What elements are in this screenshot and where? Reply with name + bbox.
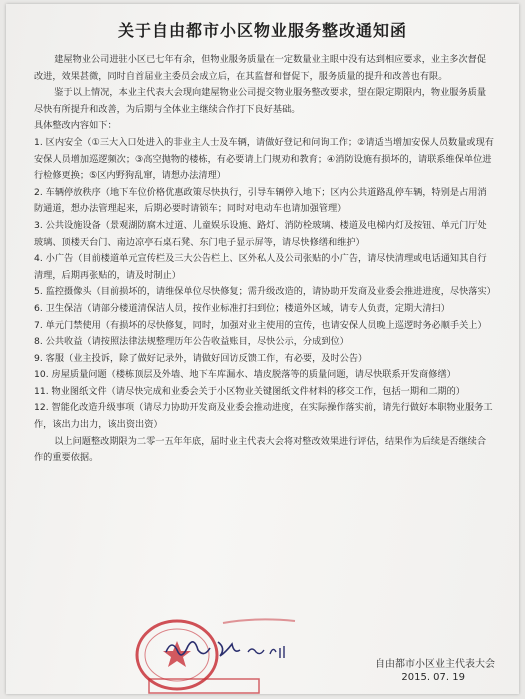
- body-paragraph: 鉴于以上情况，本业主代表大会现向建屋物业公司提交物业服务整改要求，望在限定期限内，物业服务质量尽快有所提升和改善，为后期与全体业主继续合作打下良好基础。: [34, 87, 487, 115]
- body-paragraph: 3. 公共设施设备（景观湖防腐木过道、儿童娱乐设施、路灯、消防栓玻璃、楼道及电梯内灯及按钮、单元门厅处玻璃、顶楼天台门、南边凉亭石桌石凳、东门电子显示屏等，请尽快修缮和维护）: [34, 219, 487, 248]
- body-paragraph: 1. 区内安全（①三大入口处进入的非业主人士及车辆，请做好登记和问询工作；②请适当增加安保人员数量或现有安保人员增加巡逻频次；③高空抛物的楼栋，有必要请上门规劝和教育；④消防设施有损坏的，请联系维保单位进行检修更换；⑤区内野狗乱窜，请想办法清理）: [34, 136, 494, 182]
- body-paragraph: 4. 小广告（目前楼道单元宣传栏及三大公告栏上、区外私人及公司张贴的小广告，请尽快清理或电话通知其自行清理，后期再张贴的，请及时制止）: [34, 253, 487, 281]
- body-paragraph: 建屋物业公司进驻小区已七年有余，但物业服务质量在一定数量业主眼中没有达到相应要求，业主多次督促改进，效果甚微，同时自首届业主委员会成立后，在其监督和督促下，服务质量的提升和改善也有限。: [34, 54, 487, 82]
- signature-organization: 自由都市小区业主代表大会: [375, 659, 495, 670]
- body-paragraph: 具体整改内容如下：: [34, 120, 117, 132]
- body-paragraph: 2. 车辆停放秩序（地下车位价格优惠政策尽快执行，引导车辆停入地下；区内公共道路乱停车辆，特别是占用消防通道，想办法管理起来，后期必要时请锁车；同时对电动车也请加强管理）: [34, 186, 487, 215]
- document-body: [34, 52, 494, 467]
- document-title: 关于自由都市小区物业服务整改通知函: [117, 21, 407, 40]
- body-paragraph: 以上问题整改期限为二零一五年年底，届时业主代表大会将对整改效果进行评估，结果作为后续是否继续合作的重要依据。: [34, 435, 487, 464]
- signature-date: 2015. 07. 19: [401, 672, 465, 683]
- body-paragraph: 10. 房屋质量问题（楼栋顶层及外墙、地下车库漏水、墙皮脱落等的质量问题，请尽快联系开发商修缮）: [34, 369, 456, 381]
- body-paragraph: 8. 公共收益（请按照法律法规整理历年公告收益账目，尽快公示，分成到位）: [34, 336, 349, 348]
- body-paragraph: 12. 智能化改造升级事项（请尽力协助开发商及业委会推动进度，在实际操作落实前，请先行做好本职物业服务工作，该出力出力，该出资出资）: [34, 402, 493, 431]
- notice-paper: [6, 4, 519, 694]
- body-paragraph: 5. 监控摄像头（目前损坏的，请维保单位尽快修复；需升级改造的，请协助开发商及业委会推进进度，尽快落实）: [34, 286, 496, 298]
- body-paragraph: 7. 单元门禁使用（有损坏的尽快修复，同时，加强对业主使用的宣传，也请安保人员晚上巡逻时务必顺手关上）: [34, 319, 487, 331]
- body-paragraph: 6. 卫生保洁（请部分楼道清保洁人员，按作业标准打扫到位；楼道外区域，请专人负责，定期大清扫）: [34, 302, 450, 314]
- body-paragraph: 9. 客服（业主投诉，除了做好记录外，请做好回访反馈工作，有必要，及时公告）: [34, 352, 368, 364]
- body-paragraph: 11. 物业图纸文件（请尽快完成和业委会关于小区物业关键图纸文件材料的移交工作，包括一期和二期的）: [34, 385, 465, 397]
